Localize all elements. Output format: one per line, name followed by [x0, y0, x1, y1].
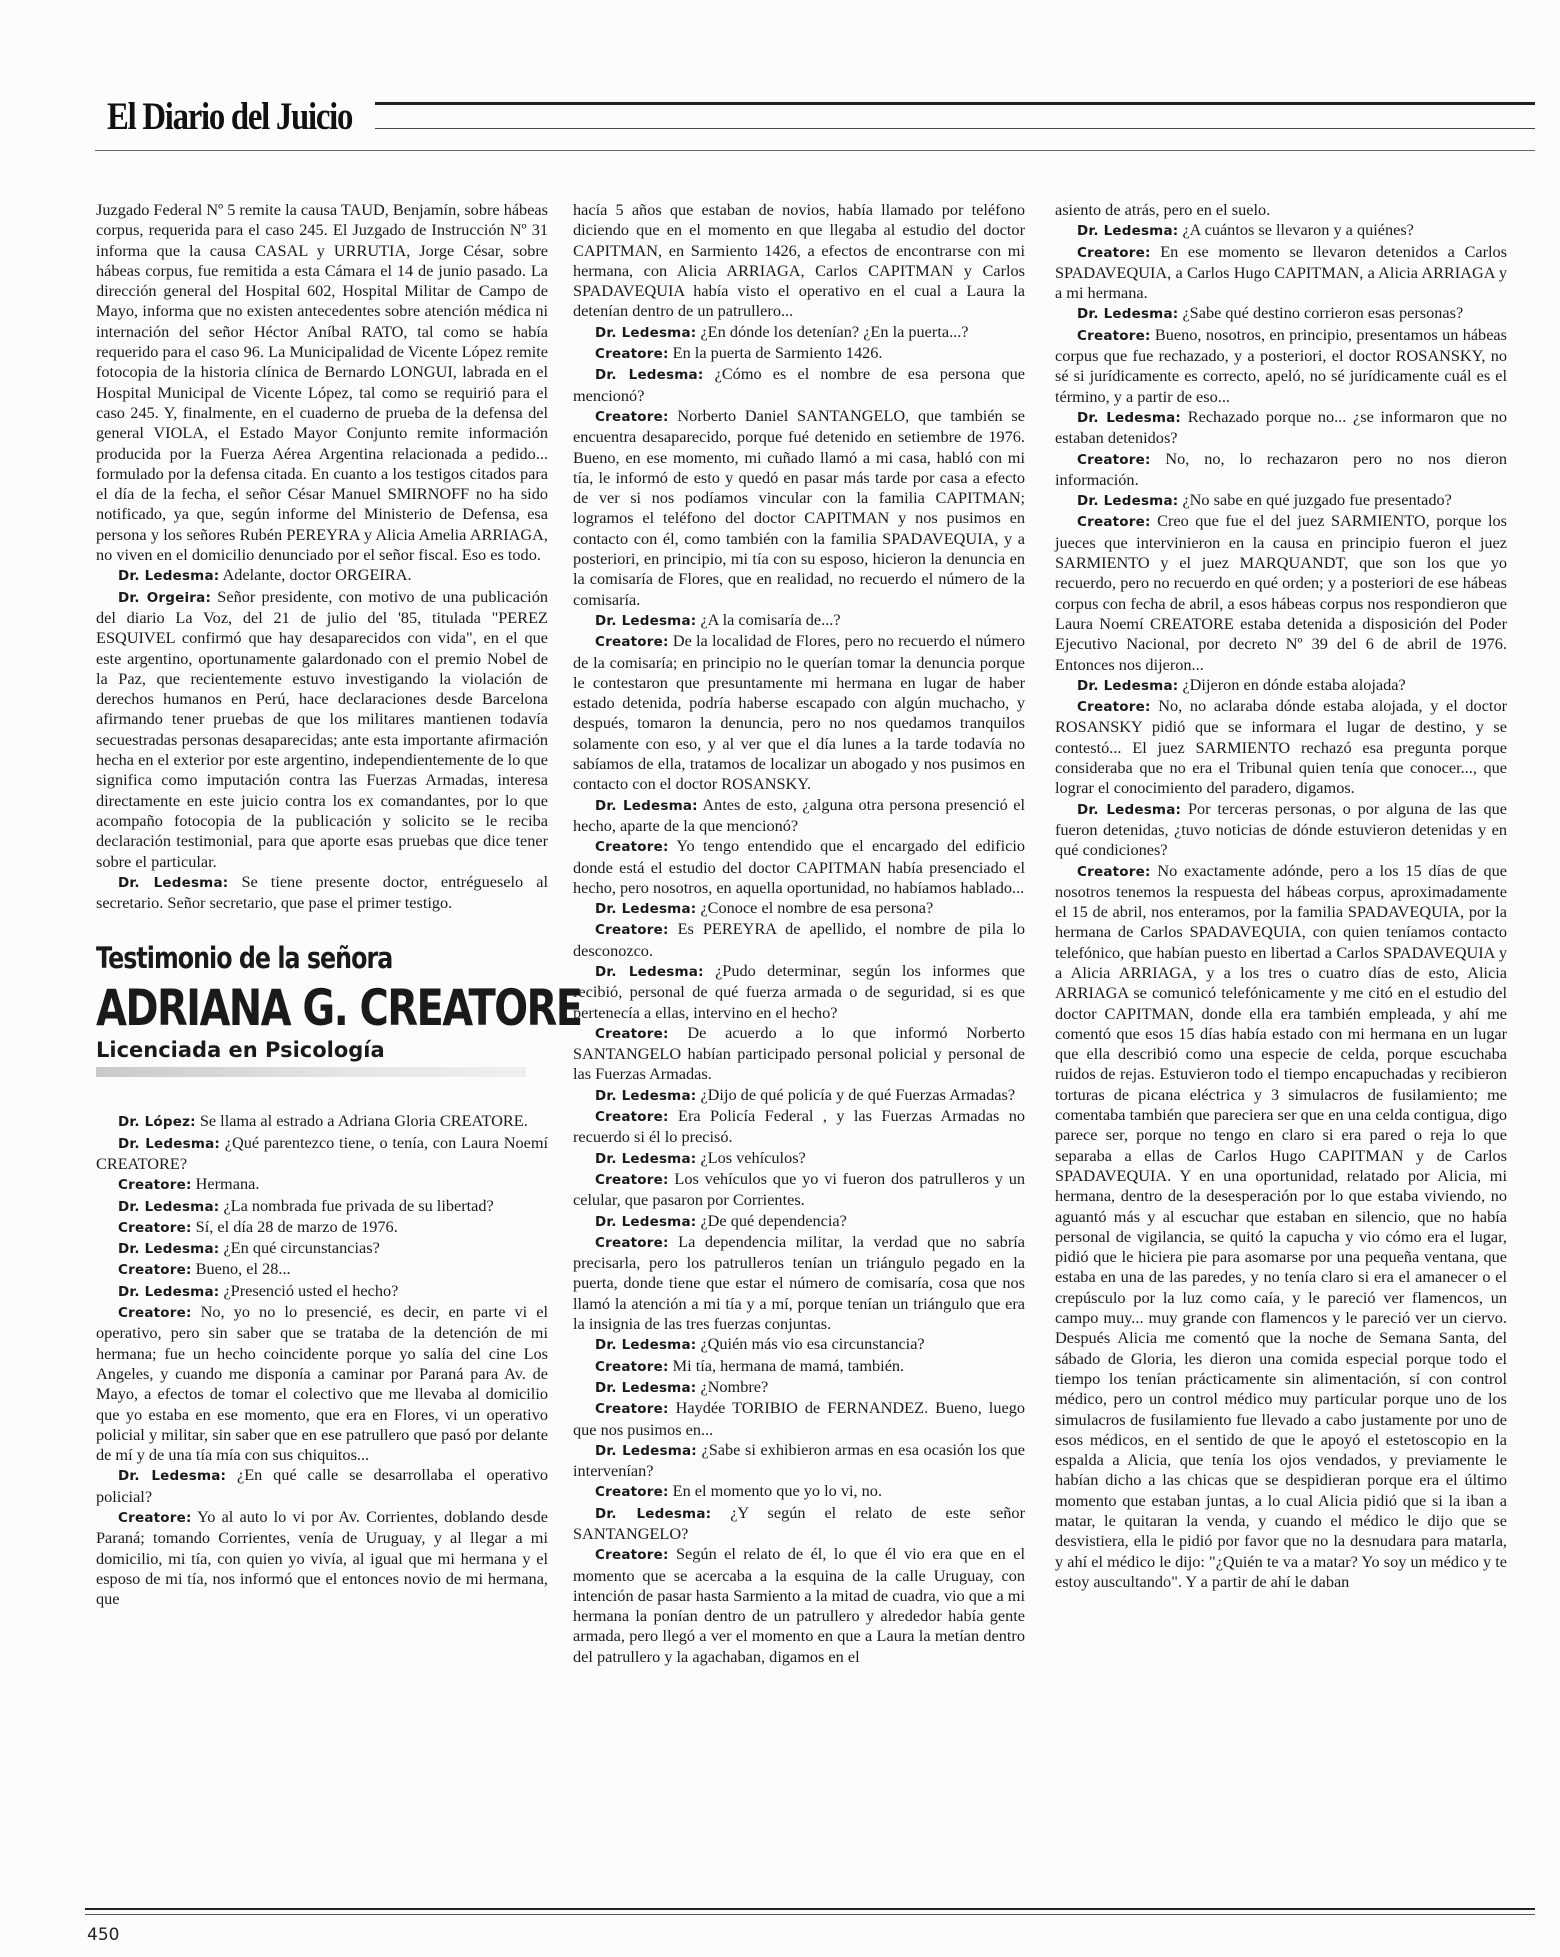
paragraph-text: Juzgado Federal Nº 5 remite la causa TAUD, Benjamín, sobre hábeas corpus, requerida para el caso 245. El Juzgado de Instrucción Nº 31 informa que la causa CASAL y URRUTIA, Jorge César, sobre hábeas corpus, fue remitida a esta Cámara el 14 de junio pasado. La dirección general del Hospital 602, Hospital Militar de Campo de Mayo, informa que no existen antecedentes sobre atención médica ni internación del señor Héctor Aníbal RATO, tal como se había requerido para el caso 96. La Municipalidad de Vicente López remite fotocopia de la historia clínica de Bernardo LONGUI, labrada en el Hospital Municipal de Vicente López, tal como se requirió para el caso 245. Y, finalmente, en el cuaderno de prueba de la defensa del general VIOLA, el Estado Mayor Conjunto remite información producida por la Fuerza Aérea Argentina relacionada a pedido... formulado por la defensa citada. En cuanto a los testigos citados para el día de la fecha, el señor César Manuel SMIRNOFF no ha sido notificado, ya que, según informe del Ministerio de Defensa, esa persona y los señores Rubén PEREYRA y Alicia Amelia ARRIAGA, no viven en el domicilio denunciado por el señor fiscal. Eso es todo.: [96, 200, 548, 565]
paragraph-text: Yo al auto lo vi por Av. Corrientes, doblando desde Paraná; tomando Corrientes, venía de Uruguay, y al llegar a mi domicilio, mi tía, con quien yo vivía, al igual que mi hermana y el esposo de mi tía, nos informó que el entonces novio de mi hermana, que: [96, 1507, 548, 1609]
paragraph-text: ¿A cuántos se llevaron y a quiénes?: [1182, 220, 1414, 240]
paragraph-text: Bueno, el 28...: [195, 1259, 291, 1279]
paragraph-text: ¿Quién más vio esa circunstancia?: [700, 1334, 925, 1354]
dialogue-paragraph: [573, 1377, 1025, 1398]
speaker-label: Dr. Ledesma:: [595, 1087, 697, 1104]
speaker-label: Dr. Ledesma:: [1077, 409, 1182, 426]
speaker-label: Creatore:: [595, 408, 669, 425]
speaker-label: Creatore:: [595, 922, 669, 939]
dialogue-paragraph: [573, 1148, 1025, 1169]
speaker-label: Creatore:: [595, 1234, 669, 1251]
paragraph-text: Era Policía Federal , y las Fuerzas Armadas no recuerdo si él lo precisó.: [573, 1106, 1026, 1147]
speaker-label: Dr. Ledesma:: [1077, 493, 1179, 510]
dialogue-paragraph: [96, 1238, 548, 1259]
speaker-label: Creatore:: [595, 1401, 669, 1418]
dialogue-paragraph: [96, 1217, 548, 1238]
dialogue-paragraph: [573, 1481, 1025, 1502]
column-1-top-text: [96, 200, 548, 913]
paragraph-text: Según el relato de él, lo que él vio era que en el momento que se acercaba a la esquina de la calle Uruguay, con intención de pasar hasta Sarmiento a la mitad de cuadra, vio que a mi hermana la ponían dentro de un patrullero y alrededor había gente armada, pero llegó a ver el momento en que a Laura la metían dentro del patrullero y la agachaban, digamos en el: [573, 1544, 1025, 1666]
dialogue-paragraph: [573, 322, 1025, 343]
paragraph-text: En ese momento se llevaron detenidos a Carlos SPADAVEQUIA, a Carlos Hugo CAPITMAN, a Alicia ARRIAGA y a mi hermana.: [1055, 241, 1507, 303]
speaker-label: Creatore:: [595, 346, 669, 363]
paragraph-text: ¿En dónde los detenían? ¿En la puerta...?: [700, 321, 969, 341]
speaker-label: Dr. Ledesma:: [595, 367, 704, 384]
speaker-label: Dr. Ledesma:: [118, 1283, 220, 1300]
footer-rule-thin: [85, 1914, 1535, 1915]
paragraph-text: No, no aclaraba dónde estaba alojada, y el doctor ROSANSKY pidió que se informara el lugar de destino, y se contestó... El juez SARMIENTO rechazó esa pregunta porque consideraba que no era el Tribunal quien tenía que conocer..., que lograr el conocimiento del paradero, digamos.: [1055, 696, 1508, 798]
testimony-heading: [96, 937, 582, 1077]
dialogue-paragraph: [573, 364, 1025, 406]
dialogue-paragraph: [573, 898, 1025, 919]
dialogue-paragraph: [1055, 511, 1507, 674]
speaker-label: Dr. Ledesma:: [595, 612, 697, 629]
dialogue-paragraph: [573, 1232, 1025, 1334]
dialogue-paragraph: [573, 343, 1025, 364]
paragraph-text: Antes de esto, ¿alguna otra persona presenció el hecho, aparte de la que mencionó?: [573, 794, 1026, 835]
speaker-label: Creatore:: [595, 1484, 669, 1501]
paragraph-text: ¿No sabe en qué juzgado fue presentado?: [1182, 490, 1452, 510]
speaker-label: Dr. Orgeira:: [118, 589, 212, 606]
speaker-label: Creatore:: [1077, 514, 1151, 531]
dialogue-paragraph: [573, 1106, 1025, 1148]
paragraph-text: ¿Dijo de qué policía y de qué Fuerzas Armadas?: [700, 1084, 1016, 1104]
dialogue-paragraph: [573, 1211, 1025, 1232]
speaker-label: Dr. Ledesma:: [118, 874, 229, 891]
paragraph-text: Hermana.: [195, 1174, 260, 1194]
dialogue-paragraph: [573, 1085, 1025, 1106]
dialogue-paragraph: [96, 1507, 548, 1609]
column-2: [573, 200, 1025, 1667]
dialogue-paragraph: [573, 1356, 1025, 1377]
speaker-label: Dr. Ledesma:: [1077, 801, 1182, 818]
column-1-bottom-text: [96, 1111, 548, 1609]
dialogue-paragraph: [96, 1281, 548, 1302]
paragraph-text: ¿La nombrada fue privada de su libertad?: [223, 1195, 494, 1215]
paragraph-text: No exactamente adónde, pero a los 15 días de que nosotros tenemos la respuesta del hábeas corpus, aproximadamente el 15 de abril, nos enteramos, por la familia SPADAVEQUIA, por la hermana de Carlos SPADAVEQUIA, con quien teníamos contacto telefónico, que habían puesto en libertad a Carlos SPADAVEQUIA y a Alicia ARRIAGA, y a los tres o cuatro días de esto, Alicia ARRIAGA se comunicó telefónicamente y me citó en el estudio del doctor CAPITMAN, donde ella era también empleada, y ahí me comentó que esos 15 días había estado con mi hermana en un lugar que ella describió como una especie de celda, porque escuchaba ruidos de rejas. Estuvieron todo el tiempo encapuchadas y recibieron torturas de picana eléctrica y 3 simulacros de fusilamiento; me comentaba también que pareciera ser que en una celda contigua, digo parece ser, porque no tengo en claro si era pared o reja lo que separaba a ellas de Carlos Hugo CAPITMAN y de Carlos SPADAVEQUIA. Y en una oportunidad, relatado por Alicia, mi hermana, dentro de la desesperación por lo que estaba viviendo, no aguantó más y al escuchar que estaban en silencio, que no había personal de vigilancia, se quitó la capucha y vio cómo era el lugar, pidió que le hiciera pie para asomarse por una pequeña ventana, que estaba en una de las paredes, y no tenía claro si era el amanecer o el crepúsculo por la luz como caía, y le pareció ver flamencos, un campo muy... muy grande con flamencos y le pareció ver un ciervo. Después Alicia me comentó que la noche de Semana Santa, del sábado de Gloria, les dieron una comida especial porque todo el tiempo los tenían prácticamente sin alimentación, sí con control médico, pero un control médico muy particular porque uno de los simulacros de fusilamiento fue llevado a cabo justamente por uno de esos médicos, en el sentido de que le apoyó el estetoscopio en la espalda a Alicia, que tenía los ojos vendados, y previamente le habían dicho a las chicas que se despidieran porque era el último momento que estaban juntas, a lo cual Alicia pidió que si la iban a matar, le quitaran la venda, y cuando el médico le dijo que se desvistiera, ella le pidió por favor que no la desnudara para matarla, y ahí el médico le dijo: "¿Quién te va a matar? Yo soy un médico y te estoy auscultando". Y a partir de ahí le daban: [1055, 860, 1507, 1591]
speaker-label: Dr. Ledesma:: [118, 1468, 227, 1485]
witness-name: ADRIANA G. CREATORE: [96, 979, 582, 1038]
speaker-label: Dr. Ledesma:: [595, 901, 697, 918]
speaker-label: Creatore:: [595, 1109, 669, 1126]
paragraph-text: hacía 5 años que estaban de novios, había llamado por teléfono diciendo que en el momento en que llegaba al estudio del doctor CAPITMAN, en Sarmiento 1426, a efectos de encontrarse con mi hermana, con Alicia ARRIAGA, Carlos CAPITMAN y Carlos SPADAVEQUIA había visto el operativo en el cual a Laura la detenían dentro de un patrullero...: [573, 200, 1025, 321]
speaker-label: Dr. Ledesma:: [595, 324, 697, 341]
speaker-label: Creatore:: [118, 1510, 192, 1527]
speaker-label: Creatore:: [118, 1177, 192, 1194]
speaker-label: Creatore:: [1077, 699, 1151, 716]
body-paragraph: [573, 200, 1025, 322]
paragraph-text: En el momento que yo lo vi, no.: [672, 1481, 883, 1501]
paragraph-text: Señor presidente, con motivo de una publicación del diario La Voz, del 21 de julio del '85, titulada "PEREZ ESQUIVEL confirmó que hay desaparecidos con vida", en el que este argentino, oportunamente galardonado con el premio Nobel de la Paz, que recientemente estuvo investigando la violación de derechos humanos en Perú, hace declaraciones desde Barcelona afirmando tener pruebas de que los militares mantienen todavía secuestradas personas desaparecidas; ante esta importante afirmación hecha en el exterior por este argentino, independientemente de lo que significa como imputación contra las Fuerzas Armadas, interesa directamente en este juicio contra los ex comandantes, por lo que acompaño fotocopia de la publicación y solicito se le reciba declaración testimonial, para que aporte esas pruebas que dice tener sobre el particular.: [96, 586, 548, 871]
dialogue-paragraph: [1055, 303, 1507, 324]
masthead-base-rule: [95, 150, 1535, 151]
dialogue-paragraph: [96, 1259, 548, 1280]
paragraph-text: ¿Los vehículos?: [700, 1147, 806, 1167]
paragraph-text: ¿Qué parentezco tiene, o tenía, con Laura Noemí CREATORE?: [96, 1132, 549, 1173]
speaker-label: Creatore:: [595, 1025, 669, 1042]
dialogue-paragraph: [573, 1334, 1025, 1355]
paragraph-text: asiento de atrás, pero en el suelo.: [1055, 200, 1271, 219]
paragraph-text: La dependencia militar, la verdad que no sabría precisarla, pero los patrulleros tenían un triángulo pegado en la puerta, donde tiene que estar el número de comisaría, cosa que nos llamó la atención a mi tía y a mí, porque tenían un triángulo que era la insignia de las tres fuerzas conjuntas.: [573, 1231, 1025, 1334]
paragraph-text: ¿Conoce el nombre de esa persona?: [700, 898, 934, 918]
dialogue-paragraph: [96, 1111, 548, 1132]
dialogue-paragraph: [1055, 325, 1507, 407]
dialogue-paragraph: [573, 631, 1025, 794]
paragraph-text: ¿Pudo determinar, según los informes que recibió, personal de qué fuerza armada o de seguridad, si es que pertenecía a ellas, intervino en el hecho?: [573, 960, 1025, 1022]
speaker-label: Creatore:: [1077, 327, 1151, 344]
paragraph-text: Haydée TORIBIO de FERNANDEZ. Bueno, luego que nos pusimos en...: [573, 1398, 1025, 1439]
speaker-label: Creatore:: [595, 634, 669, 651]
speaker-label: Dr. Ledesma:: [118, 568, 220, 585]
speaker-label: Dr. Ledesma:: [118, 1135, 221, 1152]
dialogue-paragraph: [573, 1398, 1025, 1440]
speaker-label: Dr. Ledesma:: [595, 1337, 697, 1354]
speaker-label: Dr. Ledesma:: [118, 1241, 220, 1258]
dialogue-paragraph: [573, 795, 1025, 837]
paragraph-text: Los vehículos que yo vi fueron dos patrulleros y un celular, que pasaron por Corrientes.: [573, 1168, 1026, 1210]
dialogue-paragraph: [573, 836, 1025, 898]
dialogue-paragraph: [573, 1544, 1025, 1667]
paragraph-text: Mi tía, hermana de mamá, también.: [672, 1355, 905, 1375]
paragraph-text: ¿Y según el relato de este señor SANTANGELO?: [573, 1502, 1025, 1543]
dialogue-paragraph: [1055, 861, 1507, 1593]
speaker-label: Dr. Ledesma:: [1077, 677, 1179, 694]
dialogue-paragraph: [96, 1196, 548, 1217]
dialogue-paragraph: [1055, 220, 1507, 241]
publication-title: El Diario del Juicio: [107, 95, 353, 138]
column-1: [96, 200, 582, 1610]
dialogue-paragraph: [96, 1174, 548, 1195]
speaker-label: Creatore:: [118, 1219, 192, 1236]
dialogue-paragraph: [1055, 242, 1507, 304]
paragraph-text: ¿En qué calle se desarrollaba el operativo policial?: [96, 1465, 548, 1506]
speaker-label: Creatore:: [118, 1305, 192, 1322]
paragraph-text: De acuerdo a lo que informó Norberto SANTANGELO habían participado personal policial y personal de las Fuerzas Armadas.: [573, 1022, 1025, 1084]
masthead-rule-thin: [375, 128, 1535, 129]
speaker-label: Dr. Ledesma:: [595, 963, 704, 980]
speaker-label: Dr. Ledesma:: [118, 1198, 220, 1215]
page-number: 450: [87, 1925, 120, 1945]
dialogue-paragraph: [96, 1133, 548, 1175]
speaker-label: Creatore:: [595, 1171, 669, 1188]
dialogue-paragraph: [96, 587, 548, 872]
paragraph-text: ¿Presenció usted el hecho?: [223, 1280, 399, 1300]
speaker-label: Dr. Ledesma:: [1077, 223, 1179, 240]
paragraph-text: Es PEREYRA de apellido, el nombre de pila lo desconozco.: [573, 919, 1026, 960]
paragraph-text: Creo que fue el del juez SARMIENTO, porque los jueces que intervinieron en la causa en principio fueron el juez SARMIENTO y el juez MARQUANDT, que son los que yo recuerdo, pero no recuerdo en qué orden; y a posteriori de ese hábeas corpus con fecha de abril, a esos hábeas corpus nos respondieron que Laura Noemí CREATORE estaba detenida a disposición del Poder Ejecutivo Nacional, por decreto Nº 39 del 6 de abril de 1976. Entonces nos dijeron...: [1055, 511, 1507, 674]
dialogue-paragraph: [96, 1465, 548, 1507]
speaker-label: Creatore:: [118, 1262, 192, 1279]
paragraph-text: Por terceras personas, o por alguna de las que fueron detenidas, ¿tuvo noticias de dónde estuvieron detenidas y en qué condiciones?: [1055, 798, 1507, 860]
paragraph-text: En la puerta de Sarmiento 1426.: [672, 343, 883, 363]
speaker-label: Dr. López:: [118, 1114, 196, 1131]
speaker-label: Creatore:: [1077, 451, 1151, 468]
speaker-label: Dr. Ledesma:: [595, 1442, 697, 1459]
speaker-label: Creatore:: [1077, 244, 1151, 261]
dialogue-paragraph: [573, 1023, 1025, 1085]
paragraph-text: Sí, el día 28 de marzo de 1976.: [195, 1216, 398, 1236]
testimony-kicker: Testimonio de la señora: [96, 941, 393, 976]
speaker-label: Creatore:: [595, 1358, 669, 1375]
dialogue-paragraph: [96, 565, 548, 586]
witness-profession: Licenciada en Psicología: [96, 1038, 385, 1063]
speaker-label: Dr. Ledesma:: [595, 1379, 697, 1396]
dialogue-paragraph: [96, 1302, 548, 1465]
paragraph-text: ¿Nombre?: [700, 1376, 769, 1396]
masthead-rule: [375, 102, 1535, 105]
dialogue-paragraph: [573, 919, 1025, 961]
dialogue-paragraph: [573, 1440, 1025, 1482]
paragraph-text: Bueno, nosotros, en principio, presentamos un hábeas corpus que fue rechazado, y a posteriori, el doctor ROSANSKY, no sé si jurídicamente es correcto, apeló, no sé jurídicamente cuál es el término, y a partir de eso...: [1055, 324, 1507, 406]
paragraph-text: Adelante, doctor ORGEIRA.: [222, 565, 412, 585]
paragraph-text: Se tiene presente doctor, entrégueselo al secretario. Señor secretario, que pase el primer testigo.: [96, 871, 548, 913]
footer-rule: [85, 1908, 1535, 1910]
paragraph-text: ¿A la comisaría de...?: [700, 609, 841, 629]
paragraph-text: No, no, lo rechazaron pero no nos dieron información.: [1055, 448, 1507, 489]
dialogue-paragraph: [1055, 696, 1507, 798]
paragraph-text: ¿De qué dependencia?: [700, 1210, 847, 1230]
speaker-label: Dr. Ledesma:: [595, 1150, 697, 1167]
speaker-label: Creatore:: [1077, 863, 1151, 880]
paragraph-text: ¿Dijeron en dónde estaba alojada?: [1182, 674, 1406, 694]
paragraph-text: ¿Sabe si exhibieron armas en esa ocasión los que intervenían?: [573, 1439, 1025, 1481]
speaker-label: Dr. Ledesma:: [595, 797, 698, 814]
paragraph-text: Se llama al estrado a Adriana Gloria CREATORE.: [199, 1111, 528, 1131]
body-paragraph: [1055, 200, 1507, 220]
paragraph-text: ¿Cómo es el nombre de esa persona que mencionó?: [573, 364, 1025, 405]
speaker-label: Dr. Ledesma:: [1077, 306, 1179, 323]
speaker-label: Dr. Ledesma:: [595, 1213, 697, 1230]
paragraph-text: ¿Sabe qué destino corrieron esas personas?: [1182, 303, 1464, 323]
body-paragraph: [96, 200, 548, 565]
dialogue-paragraph: [1055, 449, 1507, 491]
dialogue-paragraph: [573, 1169, 1025, 1211]
speaker-label: Creatore:: [595, 839, 669, 856]
paragraph-text: Norberto Daniel SANTANGELO, que también se encuentra desaparecido, porque fué detenido en setiembre de 1976. Bueno, en ese momento, mi cuñado llamó a mi casa, habló con mi tía, le informó de esto y quedó en pasar más tarde por casa a efecto de ver si nos podíamos vincular con la familia CAPITMAN; logramos el teléfono del doctor CAPITMAN y nos pusimos en contacto con él, como también con la familia SPADAVEQUIA, y a posteriori, en principio, mi tía con su esposo, hicieron la denuncia en la comisaría de Flores, que en realidad, no recuerdo el número de la comisaría.: [573, 405, 1025, 609]
dialogue-paragraph: [1055, 675, 1507, 696]
paragraph-text: Yo tengo entendido que el encargado del edificio donde está el estudio del doctor CAPITMAN había presenciado el hecho, pero nosotros, en aquella oportunidad, no habíamos hablado...: [573, 836, 1025, 897]
dialogue-paragraph: [1055, 490, 1507, 511]
dialogue-paragraph: [573, 610, 1025, 631]
paragraph-text: ¿En qué circunstancias?: [223, 1238, 380, 1258]
dialogue-paragraph: [573, 406, 1025, 610]
speaker-label: Dr. Ledesma:: [595, 1505, 712, 1522]
paragraph-text: Rechazado porque no... ¿se informaron que no estaban detenidos?: [1055, 406, 1508, 448]
speaker-label: Creatore:: [595, 1547, 669, 1564]
dialogue-paragraph: [96, 872, 548, 914]
dialogue-paragraph: [1055, 799, 1507, 861]
dialogue-paragraph: [573, 961, 1025, 1023]
paragraph-text: No, yo no lo presencié, es decir, en parte vi el operativo, pero sin saber que se trataba de la detención de mi hermana; fue un hecho coincidente porque yo salía del cine Los Angeles, y cuando me disponía a caminar por Paraná para Av. de Mayo, a efectos de tomar el colectivo que me llevaba al domicilio que yo estaba en ese momento, que era en Flores, vi un operativo policial y militar, sin saber que en ese patrullero que pasó por delante de mí y de una tía mía con sus chiquitos...: [96, 1302, 548, 1465]
heading-shade-bar: [96, 1067, 526, 1077]
dialogue-paragraph: [573, 1503, 1025, 1545]
column-3: [1055, 200, 1507, 1592]
paragraph-text: De la localidad de Flores, pero no recuerdo el número de la comisaría; en principio no le querían tomar la denuncia porque le contestaron que presuntamente mi hermana en lugar de haber estado detenida, podría haberse escapado con algún muchacho, y después, tomaron la denuncia, pero no nos quedamos tranquilos solamente con eso, y al ver que el día lunes a la tarde todavía no sabíamos de ella, tratamos de localizar un abogado y nos pusimos en contacto con el doctor ROSANSKY.: [573, 631, 1025, 794]
masthead: [95, 88, 1535, 163]
dialogue-paragraph: [1055, 407, 1507, 449]
